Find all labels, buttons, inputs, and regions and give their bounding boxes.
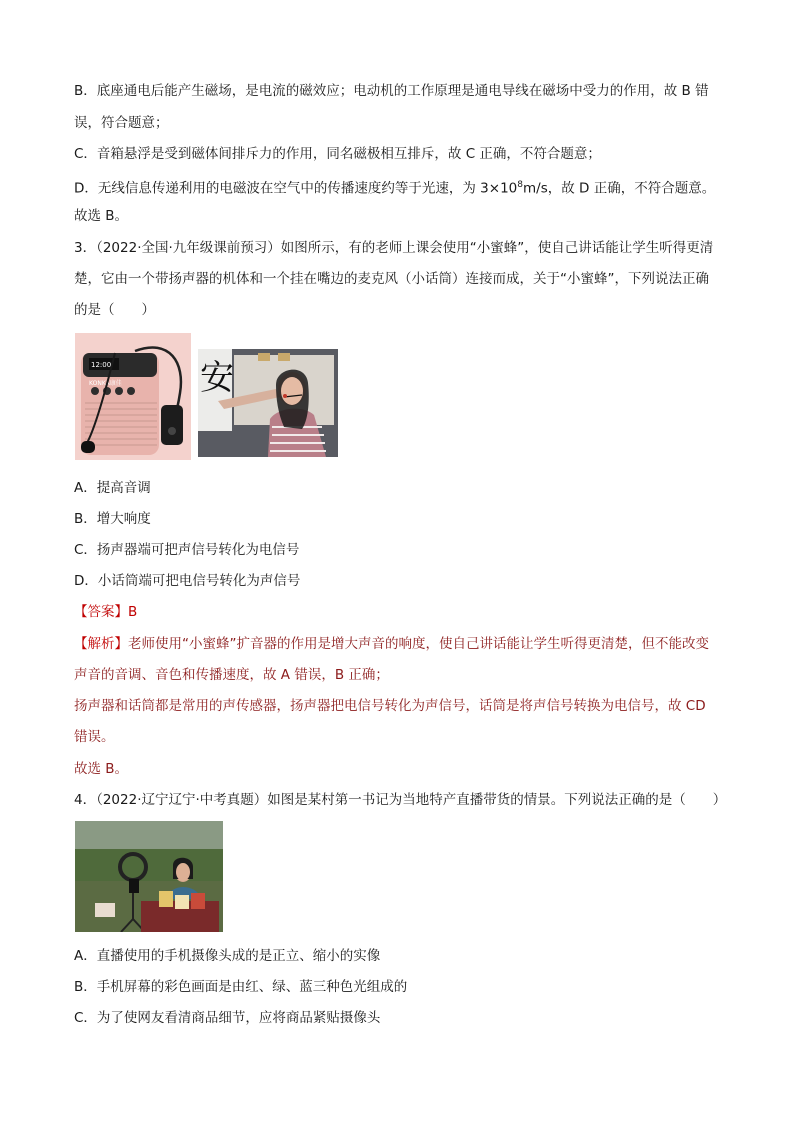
q2-option-b-line2: 误，符合题意；: [74, 115, 169, 131]
q4-stem: 4．（2022·辽宁辽宁·中考真题）如图是某村第一书记为当地特产直播带货的情景。下列说法正确的是（ ）: [74, 792, 727, 808]
q2-option-d-text-end: m/s，故 D 正确，不符合题意。: [523, 180, 716, 197]
q4-option-a: A．直播使用的手机摄像头成的是正立、缩小的实像: [74, 948, 381, 964]
q3-conclusion: 故选 B。: [74, 761, 129, 777]
q3-option-b: B．增大响度: [74, 511, 151, 527]
device-brand-logo: KONKA康佳: [89, 380, 122, 387]
q4-option-c: C．为了使网友看清商品细节，应将商品紧贴摄像头: [74, 1010, 381, 1026]
answer-label: 【答案】: [74, 604, 128, 620]
q3-analysis-line4: 错误。: [74, 729, 115, 745]
q3-option-c: C．扬声器端可把声信号转化为电信号: [74, 542, 300, 558]
q3-analysis-line1: [74, 634, 709, 654]
device-time-readout: 12:00: [91, 361, 112, 369]
loudspeaker-device-image: [75, 333, 191, 460]
q2-option-b-line1: B．底座通电后能产生磁场，是电流的磁效应；电动机的工作原理是通电导线在磁场中受力的作用，故 B 错: [74, 83, 709, 99]
livestream-sales-photo: [75, 821, 223, 932]
q2-option-c: C．音箱悬浮是受到磁体间排斥力的作用，同名磁极相互排斥，故 C 正确，不符合题意；: [74, 146, 601, 162]
q2-option-d-text: D．无线信息传递利用的电磁波在空气中的传播速度约等于光速，为 3×10: [74, 180, 518, 197]
q2-conclusion: 故选 B。: [74, 208, 129, 224]
q3-stem-line1: 3．（2022·全国·九年级课前预习）如图所示，有的老师上课会使用“小蜜蜂”，使自己讲话能让学生听得更清: [74, 240, 714, 256]
q3-option-d: D．小话筒端可把电信号转化为声信号: [74, 573, 301, 589]
q3-analysis-line3: 扬声器和话筒都是常用的声传感器，扬声器把电信号转化为声信号，话筒是将声信号转换为电信号，故 CD: [74, 698, 706, 714]
answer-value: B: [128, 604, 138, 620]
q4-option-b: B．手机屏幕的彩色画面是由红、绿、蓝三种色光组成的: [74, 979, 408, 995]
q3-stem-line2: 楚，它由一个带扬声器的机体和一个挂在嘴边的麦克风（小话筒）连接而成，关于“小蜜蜂”，下列说法正确: [74, 271, 709, 287]
q3-stem-line3: 的是（ ）: [74, 302, 155, 318]
q3-option-a: A．提高音调: [74, 480, 151, 496]
analysis-label: 【解析】: [74, 636, 128, 652]
q3-analysis-line2: 声音的音调、音色和传播速度，故 A 错误，B 正确；: [74, 667, 389, 683]
q3-answer: [74, 602, 137, 622]
q2-option-d: [74, 175, 715, 199]
analysis-text: 老师使用“小蜜蜂”扩音器的作用是增大声音的响度，使自己讲话能让学生听得更清楚，但不能改变: [128, 636, 709, 652]
blackboard-character: 安: [200, 358, 234, 398]
q2-option-d-exponent: 8: [517, 180, 523, 190]
teacher-using-microphone-photo: [198, 349, 338, 457]
